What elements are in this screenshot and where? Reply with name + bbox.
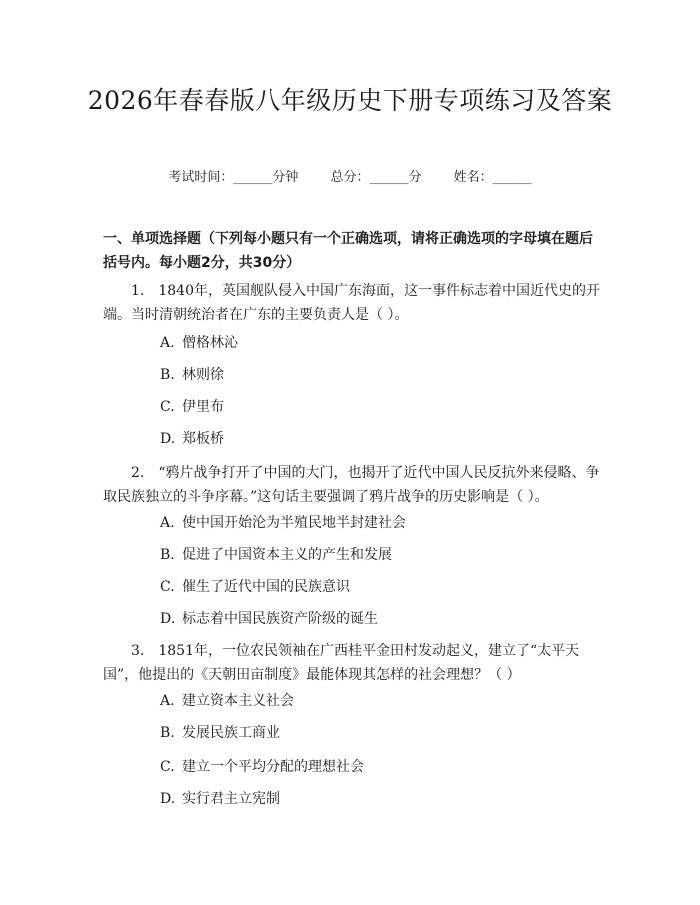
option-text: 郑板桥 — [182, 431, 224, 447]
option-text: 建立一个平均分配的理想社会 — [182, 759, 364, 775]
option-text: 使中国开始沦为半殖民地半封建社会 — [182, 515, 406, 531]
question-1-stem: 1. 1840年，英国舰队侵入中国广东海面，这一事件标志着中国近代史的开端。当时清朝统治者在广东的主要负责人是（ ）。 — [103, 283, 600, 323]
option-letter: B. — [160, 367, 175, 383]
option-text: 僧格林沁 — [182, 335, 238, 351]
question-2-option-b — [160, 545, 600, 565]
option-text: 标志着中国民族资产阶级的诞生 — [182, 611, 378, 627]
option-text: 促进了中国资本主义的产生和发展 — [182, 547, 392, 563]
option-letter: B. — [160, 725, 175, 741]
option-text: 伊里布 — [182, 399, 224, 415]
option-letter: C. — [160, 579, 175, 595]
option-letter: A. — [160, 515, 175, 531]
question-3-option-d — [160, 789, 600, 809]
question-2-option-c — [160, 577, 600, 597]
option-text: 建立资本主义社会 — [182, 693, 294, 709]
option-letter: C. — [160, 399, 175, 415]
question-3-option-c — [160, 757, 600, 777]
option-letter: D. — [160, 431, 176, 447]
question-3-option-a — [160, 691, 600, 711]
section-heading: 一、单项选择题（下列每小题只有一个正确选项，请将正确选项的字母填在题后括号内。每小题2分，共30分） — [103, 231, 593, 271]
question-1-option-d — [160, 429, 600, 449]
page-title: 2026年春春版八年级历史下册专项练习及答案 — [87, 86, 613, 115]
exam-time: 考试时间：______分钟 — [168, 170, 299, 185]
option-letter: C. — [160, 759, 175, 775]
option-letter: D. — [160, 611, 176, 627]
option-letter: A. — [160, 693, 175, 709]
question-1-option-c — [160, 397, 600, 417]
question-3-option-b — [160, 723, 600, 743]
option-letter: D. — [160, 791, 176, 807]
option-letter: B. — [160, 547, 175, 563]
question-2-option-a — [160, 513, 600, 533]
option-text: 催生了近代中国的民族意识 — [182, 579, 350, 595]
option-text: 实行君主立宪制 — [182, 791, 280, 807]
exam-score: 总分：______分 — [330, 170, 422, 185]
question-3-stem: 3. 1851年，一位农民领袖在广西桂平金田村发动起义，建立了“太平天国”，他提出的《天朝田亩制度》最能体现其怎样的社会理想？（ ） — [103, 643, 580, 683]
option-text: 发展民族工商业 — [182, 725, 280, 741]
question-2-option-d — [160, 609, 600, 629]
exam-info — [0, 168, 700, 188]
option-letter: A. — [160, 335, 175, 351]
question-1-option-b — [160, 365, 600, 385]
exam-name: 姓名：______ — [453, 170, 532, 185]
question-1-option-a — [160, 333, 600, 353]
question-2-stem: 2. “鸦片战争打开了中国的大门，也揭开了近代中国人民反抗外来侵略、争取民族独立的斗争序幕。”这句话主要强调了鸦片战争的历史影响是（ ）。 — [103, 465, 600, 505]
option-text: 林则徐 — [182, 367, 224, 383]
